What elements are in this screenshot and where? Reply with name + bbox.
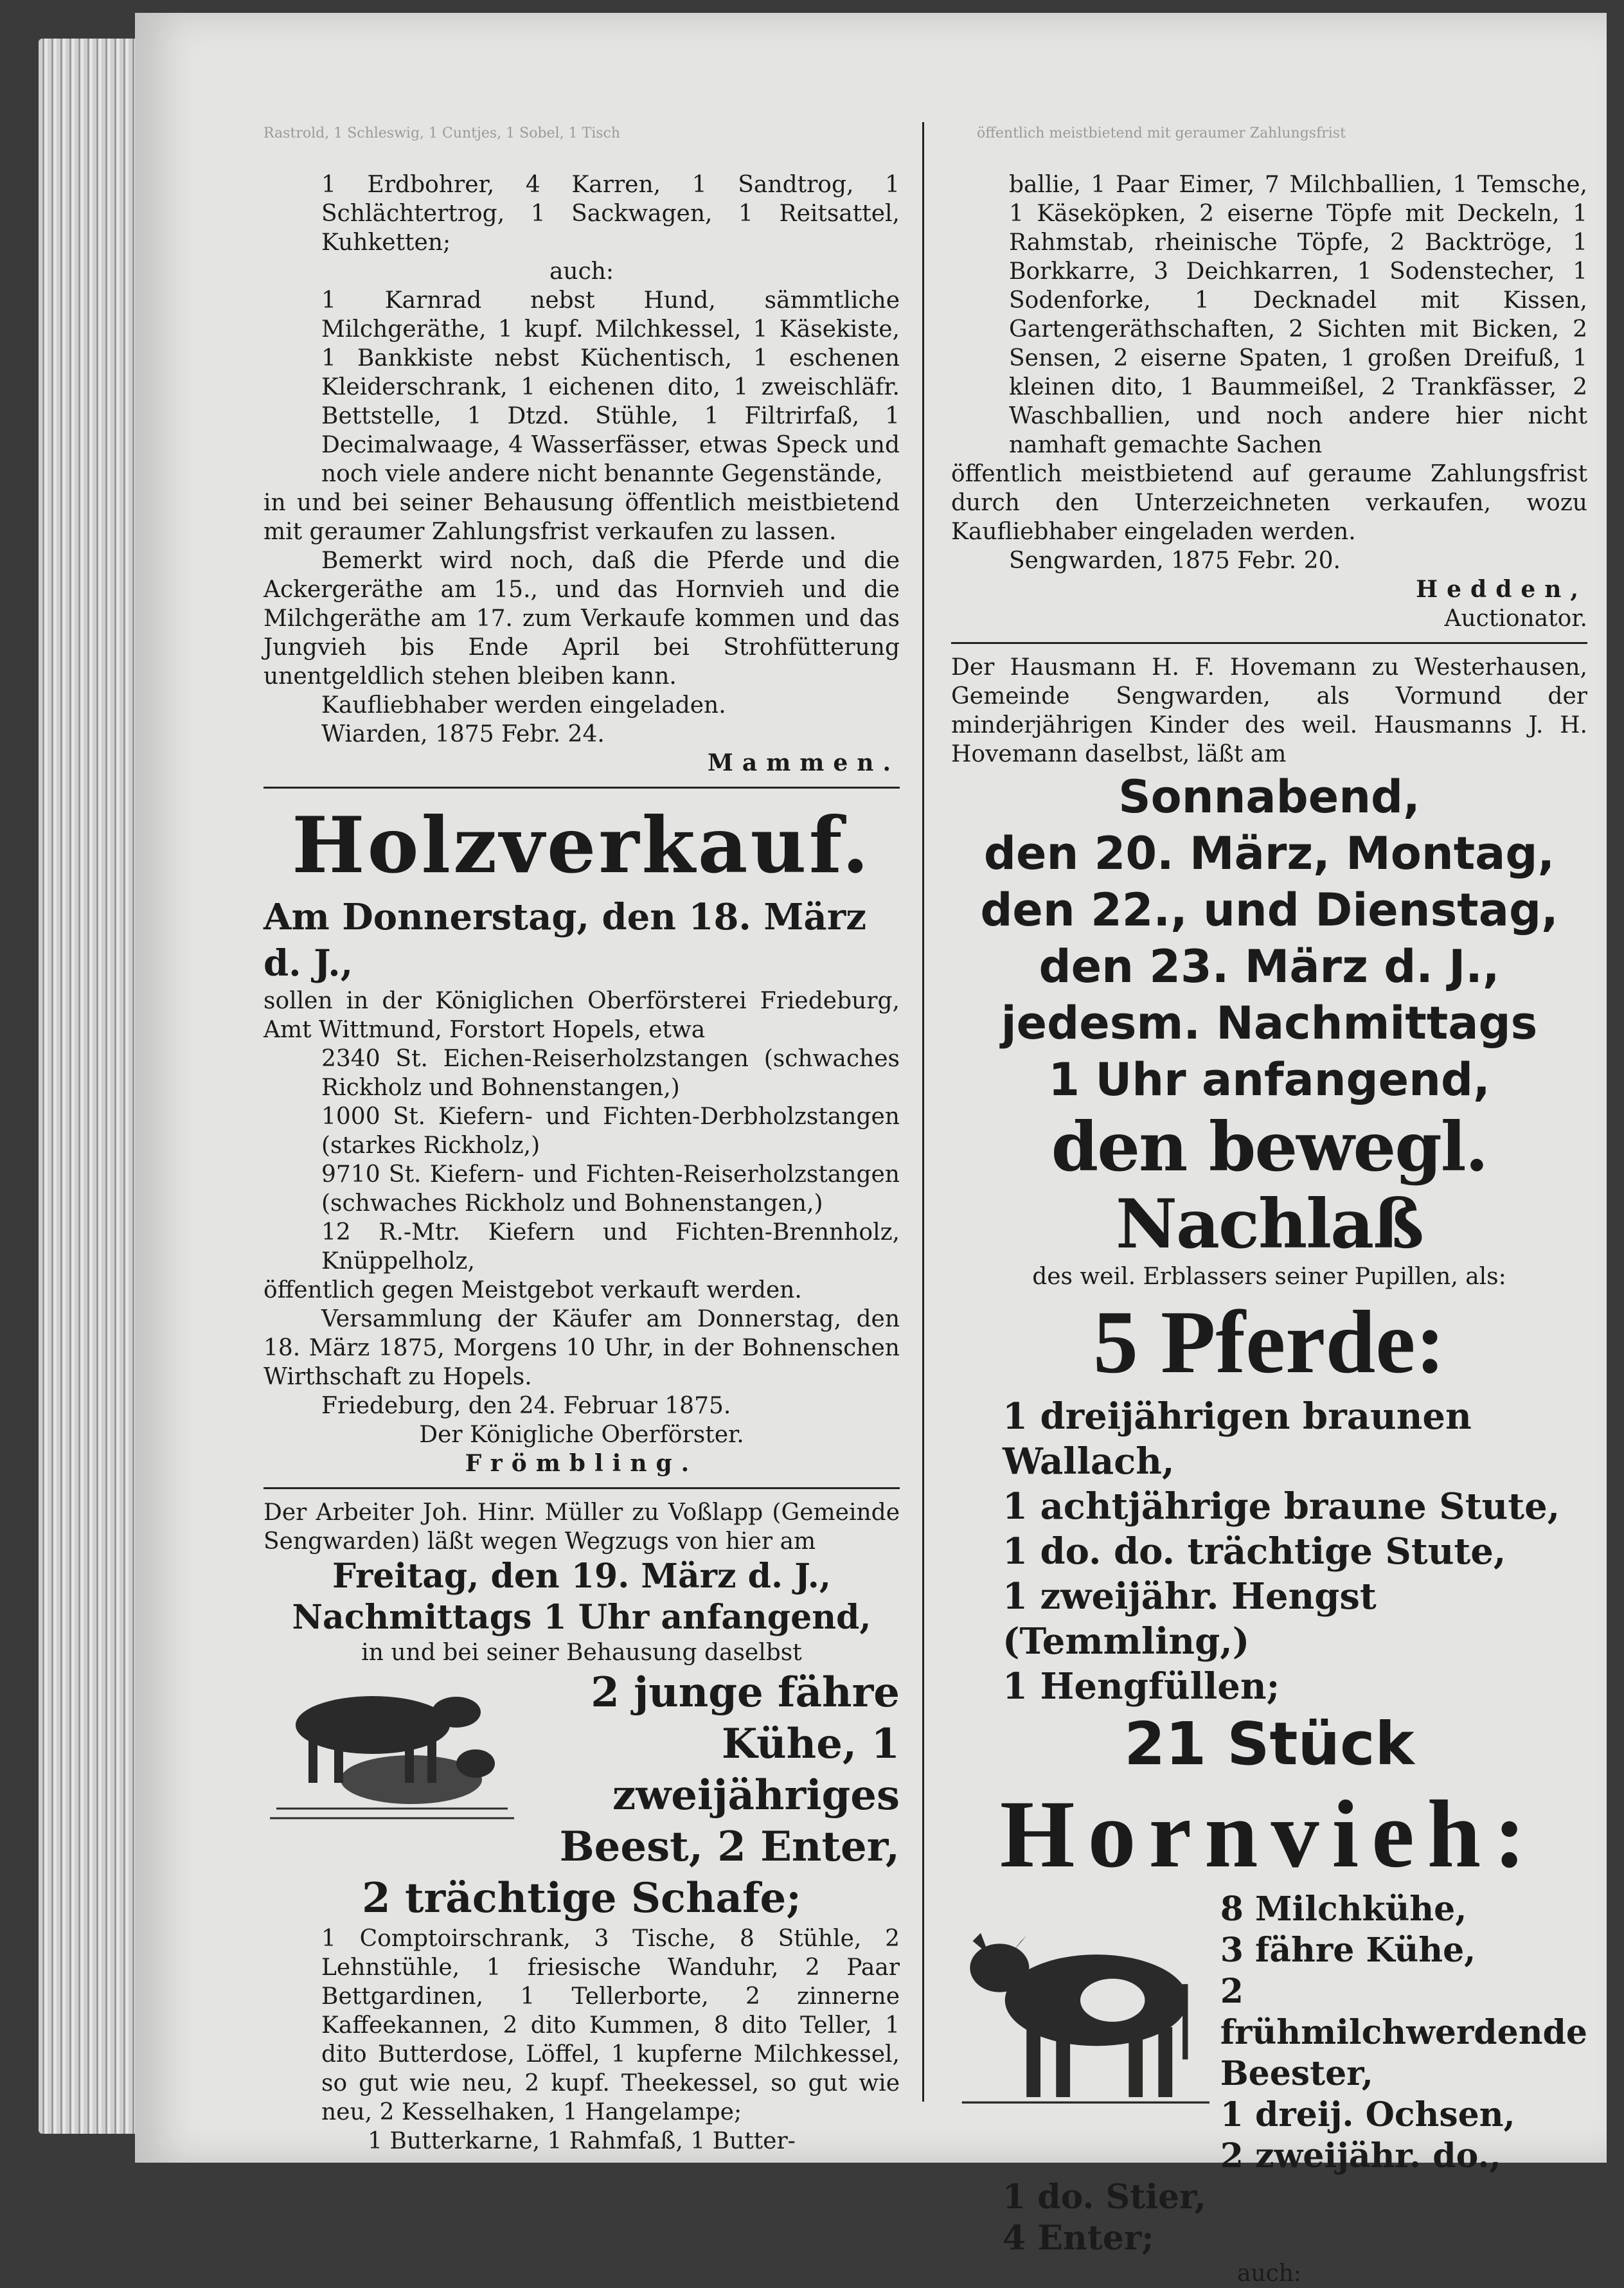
- sale-day: Sonnabend,: [1118, 771, 1420, 823]
- meeting-info: Versammlung der Käufer am Donnerstag, den 18. März 1875, Morgens 10 Uhr, in der Bohnenschen Wirthschaft zu Hopels.: [263, 1306, 900, 1390]
- sale-place: in und bei seiner Behausung daselbst: [361, 1640, 802, 1666]
- horses-list: [951, 1394, 1587, 1709]
- item-list: 1 Karnrad nebst Hund, sämmtliche Milchgeräthe, 1 kupf. Milchkessel, 1 Käsekiste, 1 Bankkiste nebst Küchentisch, 1 eschenen Kleiderschrank, 1 eichenen dito, 1 zweischläfr. Bettstelle, 1 Dtzd. Stühle, 1 Filtrirfaß, 1 Decimalwaage, 4 Wasserfässer, etwas Speck und noch viele andere nicht benannte Gegenstände,: [321, 287, 900, 487]
- left-column: [263, 170, 900, 2156]
- cattle-heading: Hornvieh:: [999, 1781, 1539, 1888]
- sale-day: den 23. März d. J.,: [1039, 940, 1500, 993]
- sale-day: den 22., und Dienstag,: [980, 884, 1558, 936]
- livestock-block: [263, 1667, 900, 1873]
- ad-intro: sollen in der Königlichen Oberförsterei Friedeburg, Amt Wittmund, Forstort Hopels, etwa: [263, 988, 900, 1043]
- ad-note: Bemerkt wird noch, daß die Pferde und die Ackergeräthe am 15., und das Hornvieh und die Milchgeräthe am 17. zum Verkaufe kommen und das Jungvieh bis Ende April bei Strohfütterung unentgeldlich stehen bleiben kann.: [263, 548, 900, 690]
- sale-method: öffentlich gegen Meistgebot verkauft werden.: [263, 1277, 802, 1303]
- estate-of: des weil. Erblassers seiner Pupillen, als:: [1032, 1264, 1506, 1290]
- auction-ad-mammen: [263, 170, 900, 778]
- lot-item: 2340 St. Eichen-Reiserholzstangen (schwaches Rickholz und Bohnenstangen,): [321, 1046, 900, 1101]
- signature: Frömbling.: [465, 1450, 699, 1477]
- invitation: Kaufliebhaber werden eingeladen.: [321, 692, 726, 719]
- ad-intro: Der Hausmann H. F. Hovemann zu Westerhausen, Gemeinde Sengwarden, als Vormund der minderjährigen Kinder des weil. Hausmanns J. H. Hovemann daselbst, läßt am: [951, 654, 1587, 767]
- timber-sale-ad: [263, 798, 900, 1478]
- estate-heading: den bewegl. Nachlaß: [1051, 1107, 1488, 1264]
- cattle-list-more: [951, 2177, 1587, 2259]
- auction-ad-hedden: [951, 170, 1587, 633]
- livestock-list: 2 junge fähre Kühe, 1 zweijähriges Beest, 2 Enter,: [559, 1668, 900, 1871]
- sale-time: Nachmittags 1 Uhr anfangend,: [292, 1598, 871, 1637]
- place-date: Sengwarden, 1875 Febr. 20.: [1009, 548, 1341, 574]
- sale-date: Freitag, den 19. März d. J.,: [332, 1557, 832, 1596]
- sale-time: jedesm. Nachmittags: [1001, 997, 1538, 1050]
- horse-item: 1 do. do. trächtige Stute,: [1003, 1530, 1506, 1573]
- item-list: ballie, 1 Paar Eimer, 7 Milchballien, 1 Temsche, 1 Käseköpken, 2 eiserne Töpfe mit Deckeln, 1 Rahmstab, rheinische Töpfe, 2 Backtröge, 1 Borkkarre, 3 Deichkarren, 1 Sodenstecher, 1 Sodenforke, 1 Decknadel mit Kissen, Gartengeräthschaften, 2 Sichten mit Bicken, 2 Sensen, 2 eiserne Spaten, 1 großen Dreifuß, 1 kleinen dito, 1 Baummeißel, 2 Trankfässer, 2 Waschballien, und noch andere hier nicht namhaft gemachte Sachen: [1009, 172, 1587, 458]
- signature: Mammen.: [708, 749, 900, 776]
- goods-list-continued: 1 Butterkarne, 1 Rahmfaß, 1 Butter-: [368, 2128, 796, 2154]
- auction-ad-mueller: [263, 1498, 900, 2156]
- cattle-list: [1220, 1889, 1587, 2177]
- separator-rule: [263, 787, 900, 789]
- cattle-woodcut-icon: [263, 1667, 521, 1828]
- cattle-item: 1 dreij. Ochsen,: [1220, 2095, 1515, 2134]
- lot-item: 9710 St. Kiefern- und Fichten-Reiserholzstangen (schwaches Rickholz und Bohnenstangen,): [321, 1161, 900, 1217]
- separator-rule: [951, 642, 1587, 644]
- cattle-item: 1 do. Stier,: [1003, 2177, 1206, 2217]
- ad-title: Holzverkauf.: [292, 800, 871, 891]
- ad-body: in und bei seiner Behausung öffentlich meistbietend mit geraumer Zahlungsfrist verkaufen zu lassen.: [263, 490, 900, 545]
- sale-day: den 20. März, Montag,: [983, 827, 1555, 880]
- cow-woodcut-icon: [951, 1889, 1220, 2133]
- estate-auction-ad: [951, 653, 1587, 2288]
- horse-item: 1 Hengfüllen;: [1003, 1665, 1280, 1708]
- signature-role: Auctionator.: [1444, 605, 1587, 632]
- sale-time: 1 Uhr anfangend,: [1048, 1053, 1490, 1106]
- newspaper-page: [135, 13, 1607, 2287]
- ad-intro: Der Arbeiter Joh. Hinr. Müller zu Voßlapp (Gemeinde Sengwarden) läßt wegen Wegzugs von hier am: [263, 1499, 900, 1555]
- cattle-item: 8 Milchkühe,: [1220, 1890, 1467, 1929]
- lot-item: 12 R.-Mtr. Kiefern und Fichten-Brennholz, Knüppelholz,: [321, 1219, 900, 1274]
- horse-item: 1 achtjährige braune Stute,: [1003, 1485, 1560, 1528]
- place-date: Wiarden, 1875 Febr. 24.: [321, 721, 605, 747]
- authority: Der Königliche Oberförster.: [419, 1422, 744, 1448]
- cattle-item: 2 frühmilchwerdende Beester,: [1220, 1972, 1588, 2093]
- bleed-through-text-left: Rastrold, 1 Schleswig, 1 Cuntjes, 1 Sobel, 1 Tisch: [263, 125, 621, 141]
- sheep-line: 2 trächtige Schafe;: [362, 1874, 801, 1922]
- cattle-item: 3 fähre Kühe,: [1220, 1931, 1476, 1970]
- right-column: [951, 170, 1587, 2288]
- book-page-edges: [39, 39, 148, 2134]
- bleed-through-text-right: öffentlich meistbietend mit geraumer Zahlungsfrist: [977, 125, 1346, 141]
- column-divider: [922, 122, 924, 2102]
- horse-item: 1 dreijährigen braunen Wallach,: [1003, 1395, 1472, 1483]
- horse-item: 1 zweijähr. Hengst (Temmling,): [1003, 1575, 1377, 1663]
- cattle-count: 21 Stück: [1124, 1710, 1414, 1778]
- item-list: 1 Erdbohrer, 4 Karren, 1 Sandtrog, 1 Schlächtertrog, 1 Sackwagen, 1 Reitsattel, Kuhketten;: [321, 172, 900, 256]
- cattle-block: [951, 1889, 1587, 2177]
- signature: Hedden,: [1416, 576, 1587, 603]
- cattle-item: 2 zweijähr. do.,: [1220, 2136, 1501, 2176]
- place-date: Friedeburg, den 24. Februar 1875.: [321, 1393, 731, 1419]
- auch-label: auch:: [549, 258, 614, 285]
- auch-label: auch:: [1236, 2260, 1302, 2287]
- lot-item: 1000 St. Kiefern- und Fichten-Derbholzstangen (starkes Rickholz,): [321, 1104, 900, 1159]
- goods-list: 1 Comptoirschrank, 3 Tische, 8 Stühle, 2 Lehnstühle, 1 friesische Wanduhr, 2 Paar Bettgardinen, 1 Tellerborte, 2 zinnerne Kaffeekannen, 2 dito Kummen, 8 dito Teller, 1 dito Butterdose, Löffel, 1 kupferne Milchkessel, so gut wie neu, 2 kupf. Theekessel, so gut wie neu, 2 Kesselhaken, 1 Hangelampe;: [321, 1926, 900, 2125]
- separator-rule: [263, 1487, 900, 1489]
- horses-heading: 5 Pferde:: [1093, 1292, 1446, 1392]
- sale-date: Am Donnerstag, den 18. März d. J.,: [263, 896, 866, 985]
- cattle-item: 4 Enter;: [1003, 2219, 1154, 2258]
- ad-body: öffentlich meistbietend auf geraume Zahlungsfrist durch den Unterzeichneten verkaufen, wozu Kaufliebhaber eingeladen werden.: [951, 461, 1587, 545]
